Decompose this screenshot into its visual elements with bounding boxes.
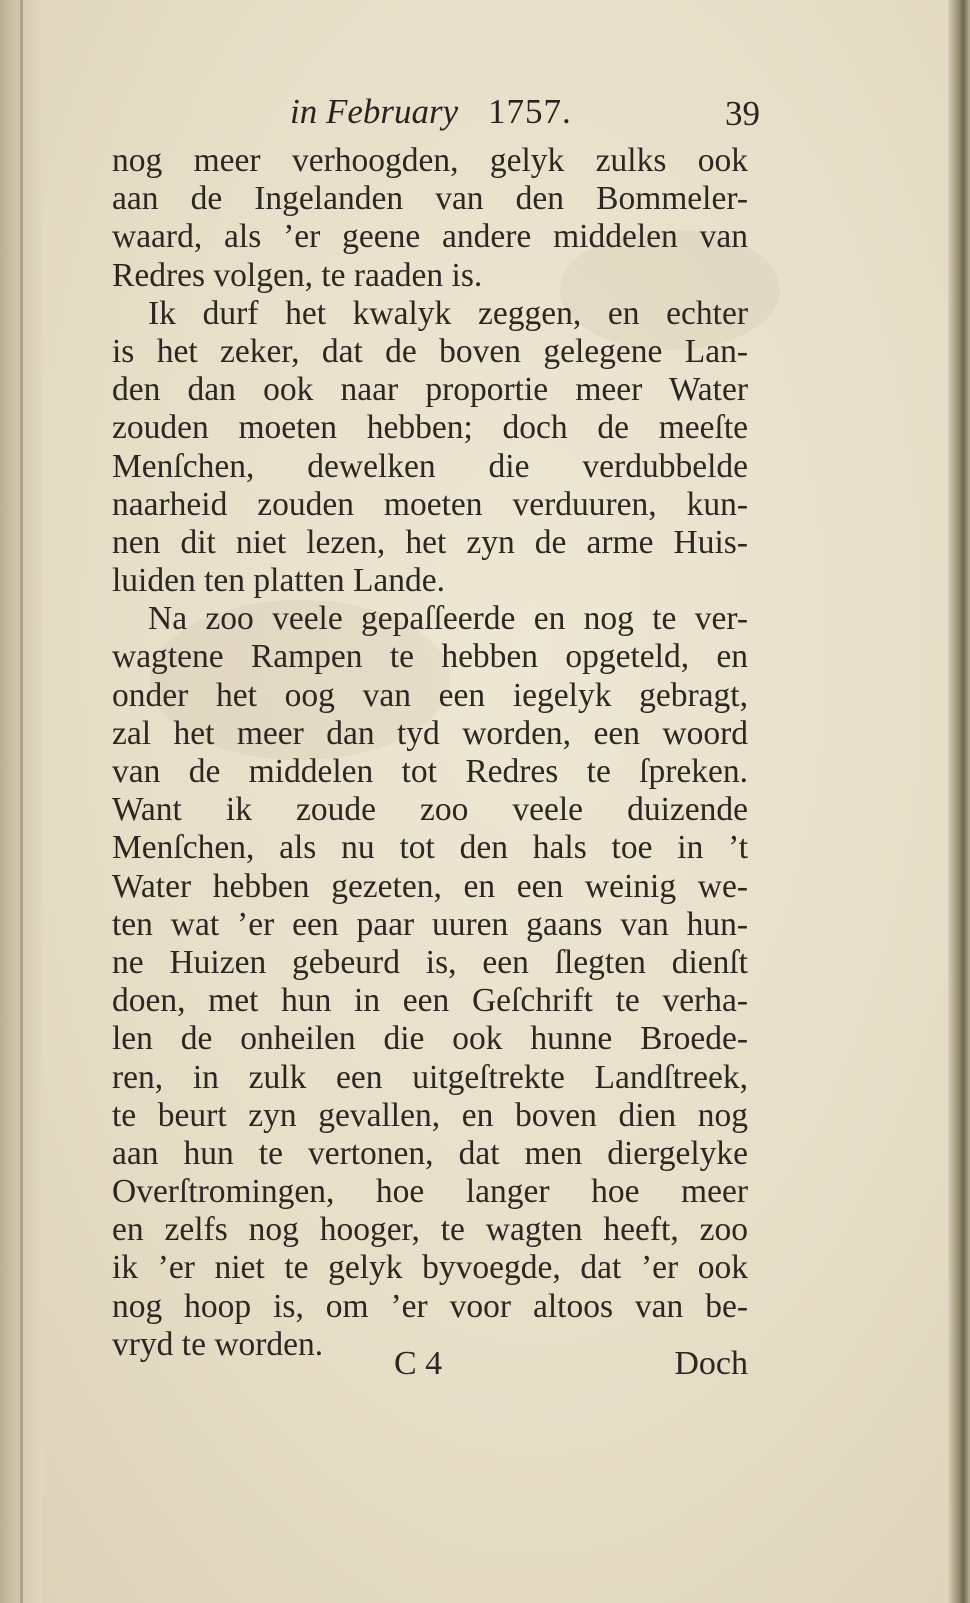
text-line: den dan ook naar proportie meer Water (112, 371, 748, 409)
text-line: te beurt zyn gevallen, en boven dien nog (112, 1096, 748, 1134)
text-line: zouden moeten hebben; doch de meeſte (112, 409, 748, 447)
page-number: 39 (725, 94, 760, 133)
page-footer (112, 1345, 748, 1391)
signature-mark: C 4 (394, 1345, 443, 1382)
text-line: Want ik zoude zoo veele duizende (112, 791, 748, 829)
text-line: Menſchen, als nu tot den hals toe in ’t (112, 829, 748, 867)
text-line: Redres volgen, te raaden is. (112, 256, 483, 294)
text-line: ne Huizen gebeurd is, een ſlegten dienſt (112, 943, 748, 981)
text-line: nen dit niet lezen, het zyn de arme Huis- (112, 523, 748, 561)
text-line: onder het oog van een iegelyk gebragt, (112, 676, 748, 714)
text-line: en zelfs nog hooger, te wagten heeft, zoo (112, 1211, 748, 1249)
running-title: in February (290, 92, 459, 131)
text-line: ten wat ’er een paar uuren gaans van hun- (112, 905, 748, 943)
catchword: Doch (674, 1345, 748, 1382)
text-line: Ik durf het kwalyk zeggen, en echter (148, 294, 748, 332)
page-edge (948, 0, 970, 1603)
header-year: 1757. (488, 92, 572, 131)
text-line: luiden ten platten Lande. (112, 562, 446, 600)
text-line: aan hun te vertonen, dat men diergelyke (112, 1134, 748, 1172)
text-line: vryd te worden. (112, 1325, 324, 1363)
text-line: wagtene Rampen te hebben opgeteld, en (112, 638, 748, 676)
text-line: len de onheilen die ook hunne Broede- (112, 1020, 748, 1058)
text-line: zal het meer dan tyd worden, een woord (112, 714, 748, 752)
text-line: Overſtromingen, hoe langer hoe meer (112, 1173, 748, 1211)
text-line: ik ’er niet te gelyk byvoegde, dat ’er ook (112, 1249, 748, 1287)
text-line: Water hebben gezeten, en een weinig we- (112, 867, 748, 905)
text-line: is het zeker, dat de boven gelegene Lan- (112, 332, 748, 370)
text-line: ren, in zulk een uitgeſtrekte Landſtreek, (112, 1058, 748, 1096)
running-header (290, 92, 760, 142)
text-line: Menſchen, dewelken die verdubbelde (112, 447, 748, 485)
text-line: nog hoop is, om ’er voor altoos van be- (112, 1287, 748, 1325)
text-line: aan de Ingelanden van den Bommeler- (112, 180, 748, 218)
text-line: Na zoo veele gepaſſeerde en nog te ver- (148, 600, 748, 638)
text-line: doen, met hun in een Geſchrift te verha- (112, 982, 748, 1020)
body-text (112, 142, 748, 1364)
text-line: naarheid zouden moeten verduuren, kun- (112, 485, 748, 523)
text-line: van de middelen tot Redres te ſpreken. (112, 753, 748, 790)
text-line: waard, als ’er geene andere middelen van (112, 218, 748, 256)
text-line: nog meer verhoogden, gelyk zulks ook (112, 142, 748, 179)
gutter-shadow (20, 0, 23, 1603)
